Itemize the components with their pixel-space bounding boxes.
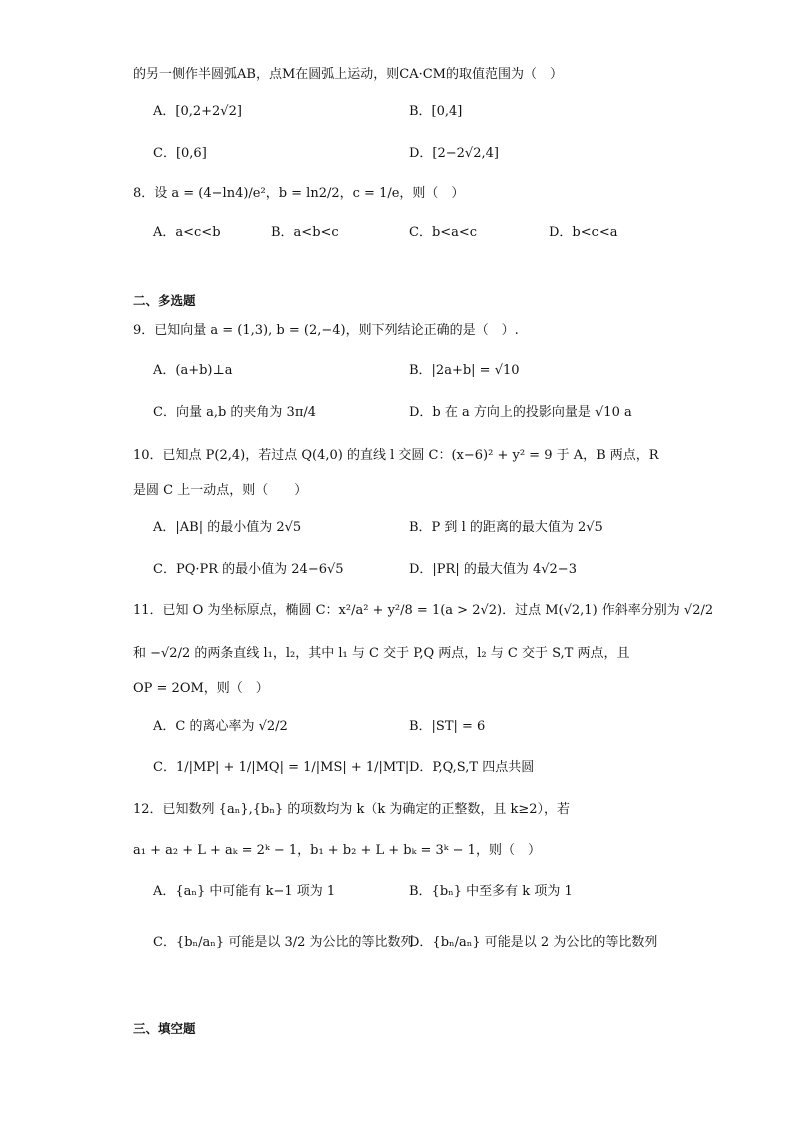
q9-option-c: C．向量 a,b 的夹角为 3π/4 bbox=[153, 405, 317, 420]
q9-option-a: A．(a+b)⊥a bbox=[153, 363, 233, 378]
q12-option-c: C．{bₙ/aₙ} 可能是以 3/2 为公比的等比数列 bbox=[153, 935, 414, 950]
q7-option-c: C．[0,6] bbox=[153, 146, 207, 161]
q10-option-a: A．|AB| 的最小值为 2√5 bbox=[153, 520, 302, 535]
q11-option-b: B．|ST| = 6 bbox=[409, 719, 486, 734]
q7-option-a: A．[0,2+2√2] bbox=[153, 104, 242, 119]
q9-option-d: D．b 在 a 方向上的投影向量是 √10 a bbox=[409, 405, 632, 420]
q7-stem-tail: 的另一侧作半圆弧AB，点M在圆弧上运动，则CA·CM的取值范围为（ ） bbox=[133, 67, 563, 82]
q9-option-b: B．|2a+b| = √10 bbox=[409, 363, 520, 378]
q8-option-b: B．a<b<c bbox=[271, 225, 339, 240]
q8-stem: 8．设 a = (4−ln4)/e²，b = ln2/2，c = 1/e，则（ ） bbox=[133, 186, 465, 201]
section-multiple-choice: 二、多选题 bbox=[133, 293, 196, 308]
section-fill-in-blank: 三、填空题 bbox=[133, 1021, 196, 1036]
q8-option-d: D．b<c<a bbox=[549, 225, 618, 240]
q10-option-b: B．P 到 l 的距离的最大值为 2√5 bbox=[409, 520, 603, 535]
q11-option-d: D．P,Q,S,T 四点共圆 bbox=[409, 760, 535, 775]
q7-option-d: D．[2−2√2,4] bbox=[409, 146, 499, 161]
q12-stem-line1: 12．已知数列 {aₙ},{bₙ} 的项数均为 k（k 为确定的正整数，且 k≥2），若 bbox=[133, 802, 571, 817]
q12-option-d: D．{bₙ/aₙ} 可能是以 2 为公比的等比数列 bbox=[409, 935, 658, 950]
q9-stem: 9．已知向量 a = (1,3), b = (2,−4)，则下列结论正确的是（ ）. bbox=[133, 323, 519, 338]
q11-option-a: A．C 的离心率为 √2/2 bbox=[153, 719, 288, 734]
q12-option-b: B．{bₙ} 中至多有 k 项为 1 bbox=[409, 884, 573, 899]
q10-stem-line1: 10．已知点 P(2,4)，若过点 Q(4,0) 的直线 l 交圆 C：(x−6)² + y² = 9 于 A，B 两点，R bbox=[133, 448, 659, 463]
q10-option-d: D．|PR| 的最大值为 4√2−3 bbox=[409, 562, 577, 577]
q8-option-a: A．a<c<b bbox=[153, 225, 221, 240]
q11-stem-line1: 11．已知 O 为坐标原点，椭圆 C：x²/a² + y²/8 = 1(a > 2√2)．过点 M(√2,1) 作斜率分别为 √2/2 bbox=[133, 603, 714, 618]
q10-stem-line2: 是圆 C 上一动点，则（ ） bbox=[133, 483, 308, 498]
q12-option-a: A．{aₙ} 中可能有 k−1 项为 1 bbox=[153, 884, 336, 899]
q11-option-c: C．1/|MP| + 1/|MQ| = 1/|MS| + 1/|MT| bbox=[153, 760, 410, 775]
q11-stem-line3: OP = 2OM，则（ ） bbox=[133, 681, 269, 696]
q10-option-c: C．PQ·PR 的最小值为 24−6√5 bbox=[153, 562, 344, 577]
q8-option-c: C．b<a<c bbox=[409, 225, 478, 240]
q7-option-b: B．[0,4] bbox=[409, 104, 463, 119]
q12-stem-line2: a₁ + a₂ + L + aₖ = 2ᵏ − 1，b₁ + b₂ + L + bₖ = 3ᵏ − 1，则（ ） bbox=[133, 843, 541, 858]
q11-stem-line2: 和 −√2/2 的两条直线 l₁，l₂，其中 l₁ 与 C 交于 P,Q 两点，l₂ 与 C 交于 S,T 两点，且 bbox=[133, 646, 630, 661]
